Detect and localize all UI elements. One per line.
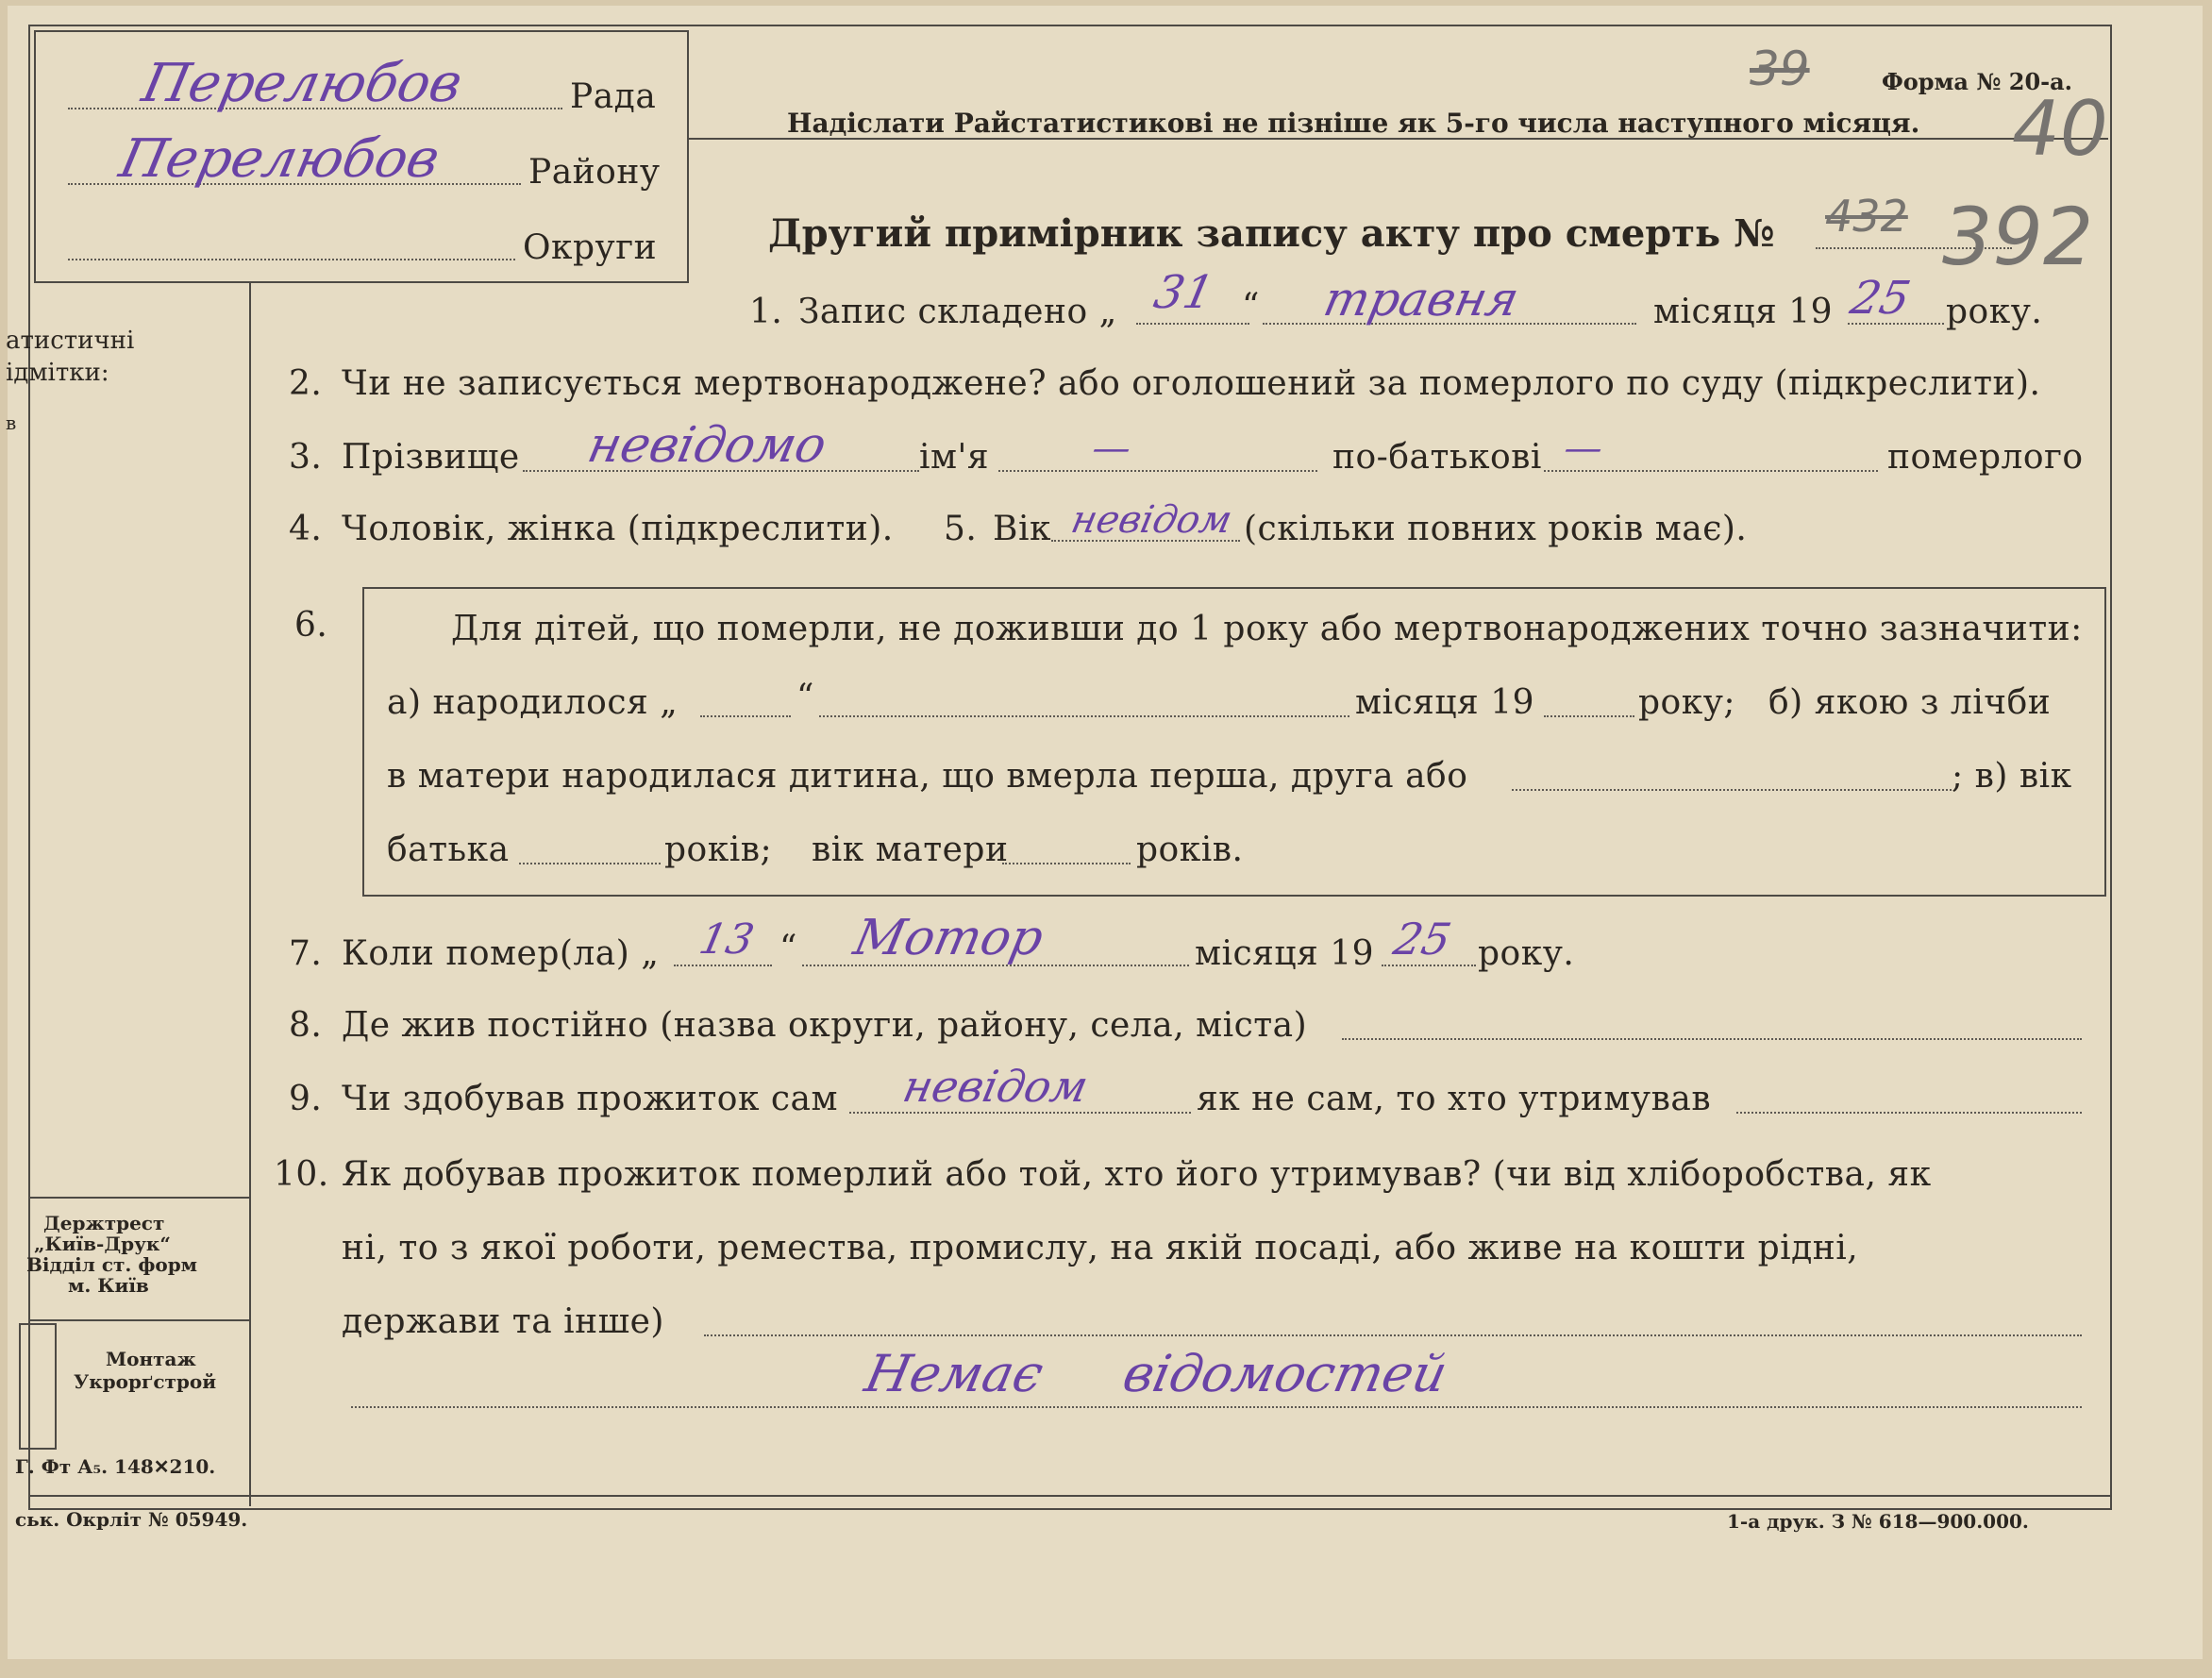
rayon-handwritten: Перелюбов bbox=[114, 128, 445, 190]
page-title: Другий примірник запису акту про смерть № bbox=[768, 211, 1775, 256]
death-date-label: Коли помер(ла) „ bbox=[342, 934, 660, 973]
occupation-value: Немає відомостей bbox=[860, 1344, 1453, 1403]
sex-question: Чоловік, жінка (підкреслити). bbox=[342, 510, 894, 548]
occupation-label-c: держави та інше) bbox=[342, 1302, 664, 1341]
death-month: Мотор bbox=[848, 910, 1048, 966]
residence-label: Де жив постійно (назва округи, району, села, міста) bbox=[342, 1006, 1308, 1045]
format-note: Г. Фт А₅. 148✕210. bbox=[15, 1455, 216, 1478]
okrlit-note: ськ. Окрліт № 05949. bbox=[15, 1508, 248, 1531]
stillborn-question: Чи не записується мертвонароджене? або оголошений за померлого по суду (підкреслити). bbox=[342, 364, 2041, 403]
form-number: Форма № 20-а. bbox=[1882, 68, 2073, 95]
infant-intro: Для дітей, що померли, не доживши до 1 року або мертвонароджених точно зазначити: bbox=[451, 610, 2083, 648]
print-run-note: 1-а друк. З № 618—900.000. bbox=[1727, 1510, 2029, 1533]
old-form-number: 39 bbox=[1750, 42, 1810, 96]
left-column-rule bbox=[249, 281, 251, 1506]
okruha-label: Округи bbox=[523, 228, 658, 267]
new-act-number: 392 bbox=[1942, 191, 2094, 283]
rada-label: Рада bbox=[570, 77, 657, 116]
record-day: 31 bbox=[1149, 266, 1219, 319]
name-value: — bbox=[1088, 427, 1135, 470]
rada-handwritten: Перелюбов bbox=[137, 53, 468, 114]
death-year: 25 bbox=[1389, 914, 1456, 965]
imprint-rule-2 bbox=[28, 1319, 249, 1321]
livelihood-label: Чи здобував прожиток сам bbox=[342, 1080, 839, 1118]
imprint-stamp-box bbox=[19, 1323, 57, 1450]
patronymic-value: — bbox=[1560, 427, 1607, 470]
old-act-number: 432 bbox=[1825, 191, 1908, 242]
age-value: невідом bbox=[1067, 498, 1236, 542]
rayon-label: Району bbox=[528, 153, 661, 192]
send-note: Надіслати Райстатистикові не пізніше як 5-го числа наступного місяця. bbox=[787, 108, 1920, 139]
record-date-label: Запис складено „ bbox=[798, 293, 1117, 331]
side-note-3: в bbox=[6, 411, 17, 434]
record-year: 25 bbox=[1846, 272, 1916, 325]
occupation-label-b: ні, то з якої роботи, ремества, промислу, на якій посаді, або живе на кошти рідні, bbox=[342, 1229, 1859, 1267]
form-sheet: Рада Району Округи Перелюбов Перелюбов Форма № 20-а. 39 40 Надіслати Райстатистикові не пізніше як 5-го числа наступного місяця. Другий примірник запису акту про смерть № 432 392 атистичні ідмітки: в 1. Запис складено „ 31 “ травня місяця 19 25 року. 2. Чи не записується мертвонароджене? або оголошений за померлого по суду (підкреслити). 3. Прізвище невідомо ім'я — по-батькові — померлого 4. Чоловік, жінка (підкреслити). 5. Вік невідом (скільки повних років має). 6. Для дітей, що померли, не доживши до 1 року або мертвонароджених точно зазначити: а) народилося „ “ місяця 19 року; б) якою з лічби в матери народилася дитина, що вмерла перша, друга або ; в) вік батька років; вік матери років. 7. Коли помер(ла) „ 13 “ Мотор місяця 19 25 року. 8. Де жив постійно (назва округи, району, села, міста) 9. Чи здобував прожиток сам невідом як не сам, то хто утримував 10. Як добував прожиток померлий або той, хто його утримував? (чи від хліборобства, як ні, то з якої роботи, ремества, промислу, на якій посаді, або живе на кошти рідні, держави та інше) Немає відомостей Держтрест „Київ-Друк“ Відділ ст. форм м. Київ Монтаж Укрорґстрой Г. Фт А₅. 148✕210. ськ. Окрліт № 05949. 1-а друк. З № 618—900.000. bbox=[8, 6, 2203, 1659]
imprint-rule bbox=[28, 1197, 249, 1199]
surname-value: невідомо bbox=[582, 417, 831, 474]
livelihood-value: невідом bbox=[898, 1061, 1093, 1112]
occupation-label-a: Як добував прожиток померлий або той, хто його утримував? (чи від хліборобства, як bbox=[342, 1155, 1932, 1194]
new-form-number: 40 bbox=[2012, 85, 2108, 173]
record-month: травня bbox=[1318, 272, 1524, 327]
death-day: 13 bbox=[695, 915, 759, 964]
side-note-1: атистичні bbox=[6, 327, 135, 355]
side-note-2: ідмітки: bbox=[6, 359, 109, 387]
inner-bottom-rule bbox=[28, 1495, 2110, 1497]
